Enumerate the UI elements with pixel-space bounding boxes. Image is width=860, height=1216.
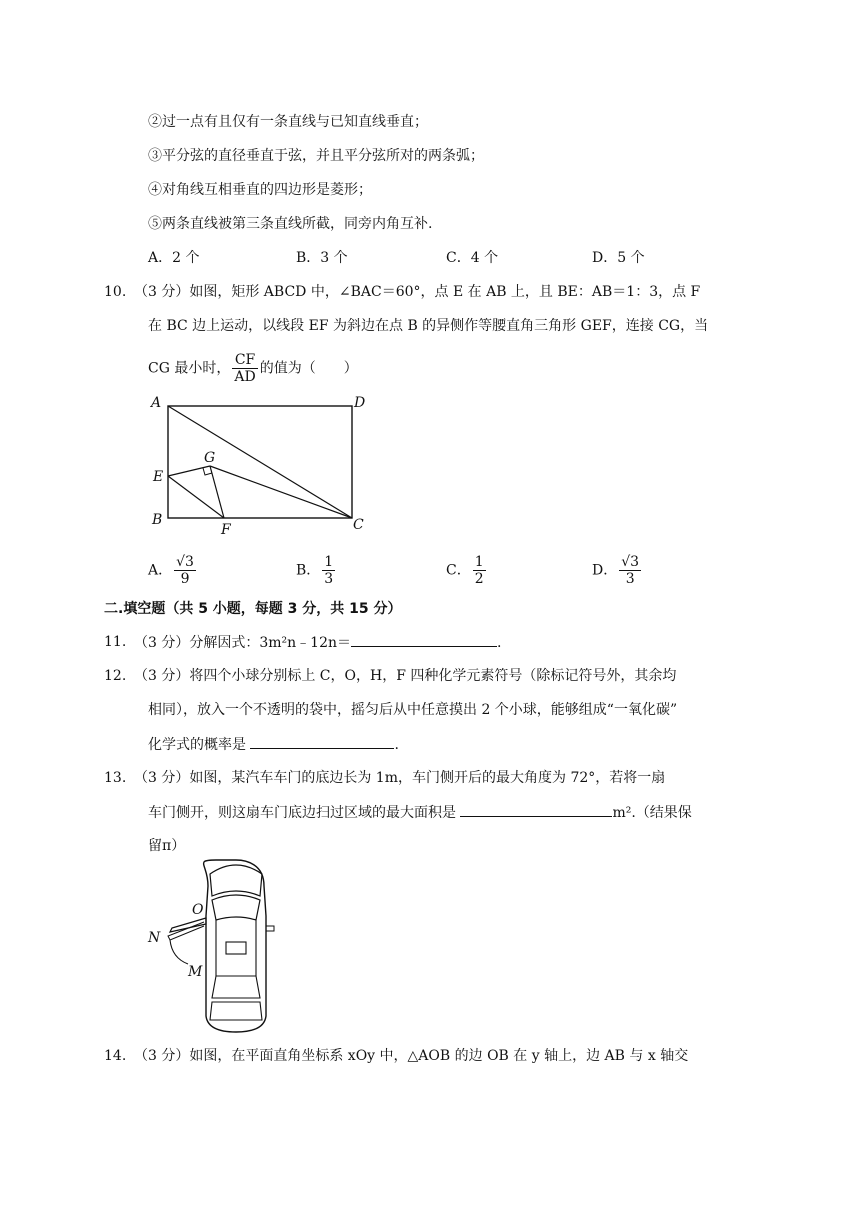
q10-figure [148, 392, 373, 540]
q10-option-d-numerator: √3 [621, 554, 640, 570]
q10-option-b-denominator: 3 [324, 571, 334, 587]
q10-option-d-denominator: 3 [625, 571, 635, 587]
q12-line-3-text: 化学式的概率是 [148, 737, 246, 753]
label-a: A [151, 395, 162, 411]
q13-line-2-suffix: m².（结果保 [612, 805, 692, 821]
car-hood [210, 865, 262, 896]
q13-answer-blank[interactable] [460, 802, 612, 817]
q14-number: 14. [104, 1048, 127, 1064]
q11-line [134, 632, 501, 653]
q14-line-1: （3 分）如图，在平面直角坐标系 xOy 中，△AOB 的边 OB 在 y 轴上，边 AB 与 x 轴交 [134, 1048, 689, 1064]
q9-item-5: ⑤两条直线被第三条直线所截，同旁内角互补. [148, 216, 433, 232]
q11-end: . [497, 635, 502, 651]
label-e: E [153, 469, 164, 485]
q11-text: （3 分）分解因式：3m²n﹣12n＝ [134, 635, 351, 651]
q10-line-3-prefix: CG 最小时， [148, 360, 231, 377]
q10-option-c-denominator: 2 [474, 571, 484, 587]
q10-option-d [592, 554, 643, 587]
q10-option-d-letter: D． [592, 562, 618, 579]
label-c: C [353, 517, 364, 533]
q12-answer-blank[interactable] [250, 734, 394, 749]
q13-line-1: （3 分）如图，某汽车车门的底边长为 1m，车门侧开后的最大角度为 72°，若将一扇 [134, 770, 666, 786]
q13-number: 13. [104, 770, 127, 786]
q10-option-a-letter: A． [148, 562, 173, 579]
diagonal-ac [168, 406, 352, 518]
q10-line-1: （3 分）如图，矩形 ABCD 中，∠BAC＝60°，点 E 在 AB 上，且 BE：AB＝1：3，点 F [134, 284, 701, 300]
q13-line-3: 留π） [148, 838, 186, 854]
q10-option-a-numerator: √3 [176, 554, 194, 570]
q10-line-3-suffix: 的值为（ ） [259, 360, 358, 377]
car-trunk [210, 1002, 262, 1020]
label-d: D [354, 395, 366, 411]
q9-option-a: A．2 个 [148, 250, 200, 266]
label-o: O [192, 902, 204, 918]
q11-answer-blank[interactable] [351, 632, 497, 647]
segment-ef [168, 476, 224, 518]
q10-line-2: 在 BC 边上运动，以线段 EF 为斜边在点 B 的异侧作等腰直角三角形 GEF，连接 CG，当 [148, 318, 709, 334]
q9-item-4: ④对角线互相垂直的四边形是菱形； [148, 182, 372, 198]
segment-gf [210, 466, 224, 518]
q10-option-c-letter: C． [446, 562, 471, 579]
q10-option-c-numerator: 1 [474, 554, 484, 570]
open-door [170, 918, 206, 932]
label-f: F [221, 522, 231, 538]
label-n: N [148, 930, 161, 946]
q13-car-figure [146, 856, 286, 1036]
car-roof-box [226, 942, 246, 954]
car-mirror-right [266, 926, 274, 931]
q12-line-3 [148, 734, 399, 755]
sweep-arc [170, 940, 188, 964]
q9-option-d: D．5 个 [592, 250, 645, 266]
q9-option-b: B．3 个 [296, 250, 348, 266]
q10-option-b [296, 554, 337, 587]
q10-option-a [148, 554, 198, 587]
car-windshield [212, 895, 260, 920]
q10-line-3 [148, 352, 358, 385]
section-heading-fill-in: 二.填空题（共 5 小题，每题 3 分，共 15 分） [104, 601, 402, 617]
q9-item-2: ②过一点有且仅有一条直线与已知直线垂直； [148, 114, 428, 130]
car-body-outline [204, 860, 266, 1032]
q12-line-2: 相同），放入一个不透明的袋中，摇匀后从中任意摸出 2 个小球，能够组成“一氧化碳” [148, 702, 678, 718]
label-b: B [152, 512, 163, 528]
q13-line-2 [148, 802, 692, 823]
q12-number: 12. [104, 668, 127, 684]
q11-number: 11. [104, 634, 127, 650]
q10-option-b-numerator: 1 [324, 554, 334, 570]
q10-ratio-denominator: AD [234, 369, 256, 385]
q10-number: 10. [104, 284, 127, 300]
label-g: G [204, 450, 216, 466]
q10-ratio-fraction [232, 352, 257, 385]
q12-line-1: （3 分）将四个小球分别标上 C，O，H，F 四种化学元素符号（除标记符号外，其余均 [134, 668, 677, 684]
q10-ratio-numerator: CF [232, 352, 257, 369]
q10-option-b-letter: B． [296, 562, 321, 579]
q10-option-a-denominator: 9 [180, 571, 190, 587]
q9-option-c: C．4 个 [446, 250, 499, 266]
car-rear-window [212, 976, 260, 998]
q12-end: . [394, 737, 399, 753]
q10-option-c [446, 554, 488, 587]
label-m: M [188, 964, 203, 980]
q13-line-2-prefix: 车门侧开，则这扇车门底边扫过区域的最大面积是 [148, 805, 456, 821]
segment-gc [210, 466, 352, 518]
q9-item-3: ③平分弦的直径垂直于弦，并且平分弦所对的两条弧； [148, 148, 484, 164]
